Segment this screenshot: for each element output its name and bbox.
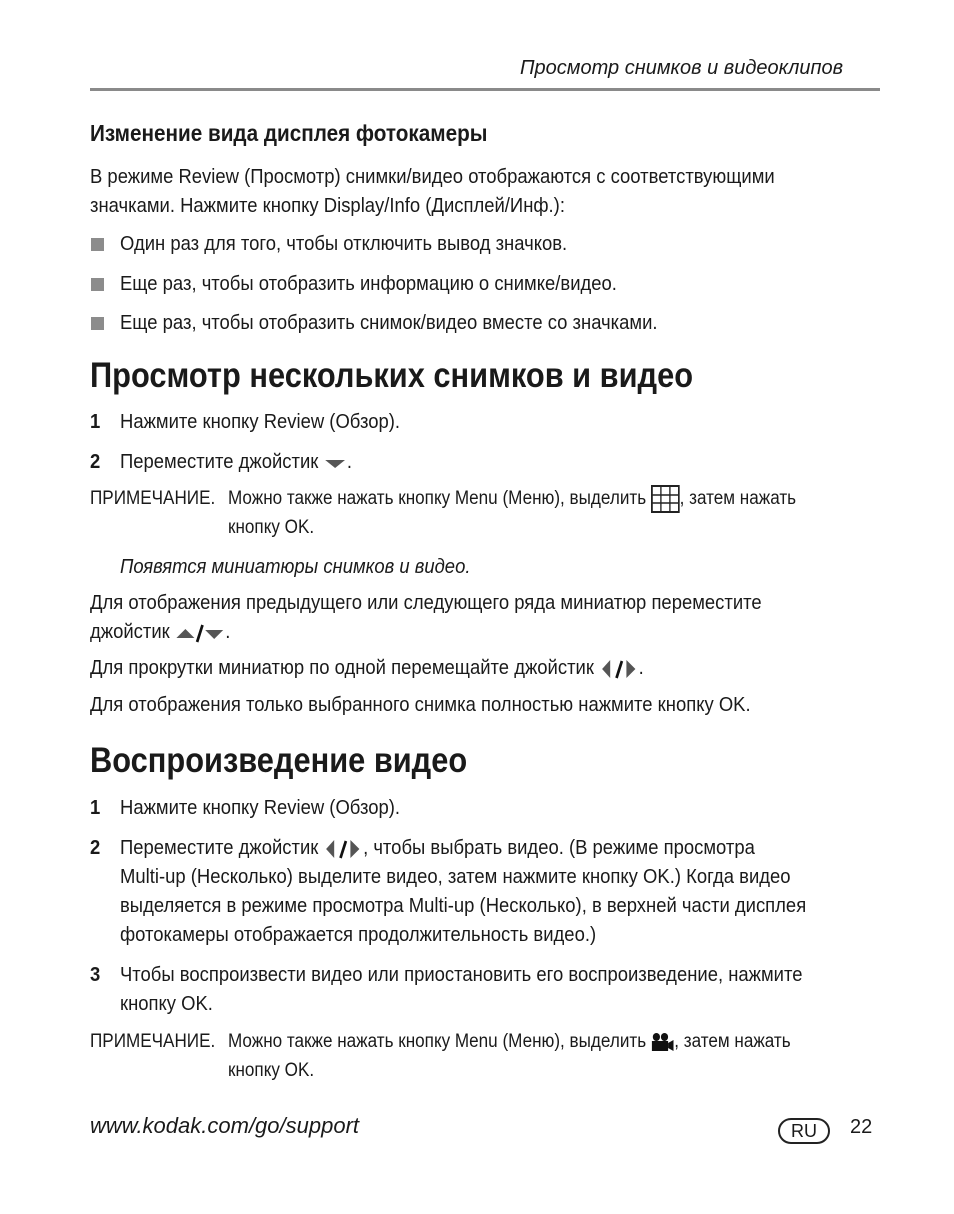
- bullet-item-1: Один раз для того, чтобы отключить вывод значков.: [120, 232, 568, 255]
- note-text-a: Можно также нажать кнопку Menu (Меню), выделить: [228, 488, 647, 510]
- note-text-a: Можно также нажать кнопку Menu (Меню), выделить: [228, 1031, 647, 1052]
- note-text-b: , затем нажать: [674, 1031, 791, 1052]
- note-line-2: кнопку OK.: [228, 1060, 315, 1081]
- bullet-marker: [91, 317, 104, 330]
- footer-url: www.kodak.com/go/support: [90, 1113, 360, 1138]
- para1-line-2: [90, 617, 230, 646]
- video-camera-icon: [651, 1032, 674, 1052]
- step-number: 1: [90, 796, 101, 819]
- step-2-line-1: [120, 833, 755, 862]
- step-1-text: Нажмите кнопку Review (Обзор).: [120, 796, 401, 819]
- step-number: 2: [90, 836, 101, 859]
- step-2-text-a: Переместите джойстик: [120, 836, 319, 859]
- step-number: 2: [90, 450, 101, 473]
- note-label: ПРИМЕЧАНИЕ.: [90, 488, 216, 509]
- para2-end: .: [638, 656, 644, 679]
- language-badge: RU: [778, 1118, 830, 1144]
- para3-line: Для отображения только выбранного снимка полностью нажмите кнопку OK.: [90, 693, 751, 716]
- intro-line-2: значками. Нажмите кнопку Display/Info (Дисплей/Инф.):: [90, 194, 565, 217]
- step-2-line: [120, 447, 352, 476]
- step-2-text: Переместите джойстик: [120, 450, 319, 473]
- bullet-marker: [91, 278, 104, 291]
- intro-line-1: В режиме Review (Просмотр) снимки/видео отображаются с соответствующими: [90, 165, 775, 188]
- note-label: ПРИМЕЧАНИЕ.: [90, 1031, 216, 1052]
- result-text: Появятся миниатюры снимков и видео.: [120, 555, 471, 578]
- note-text-b: , затем нажать: [679, 488, 797, 510]
- joystick-down-icon: [323, 456, 346, 470]
- step-2-end: .: [346, 450, 353, 473]
- note-line-1: [228, 1028, 791, 1056]
- joystick-left-right-icon: [599, 658, 639, 680]
- bullet-item-2: Еще раз, чтобы отобразить информацию о снимке/видео.: [120, 272, 617, 295]
- section-heading-video-playback: Воспроизведение видео: [90, 741, 468, 780]
- note-line-2: кнопку OK.: [228, 517, 315, 538]
- running-header: Просмотр снимков и видеоклипов: [520, 57, 844, 79]
- step-2-text-b: , чтобы выбрать видео. (В режиме просмотра: [363, 836, 755, 859]
- para1-text: джойстик: [90, 620, 170, 643]
- header-rule: [90, 88, 880, 91]
- step-3-line-2: кнопку OK.: [120, 992, 213, 1015]
- step-1-text: Нажмите кнопку Review (Обзор).: [120, 410, 401, 433]
- joystick-left-right-icon: [323, 838, 363, 860]
- para2-line: [90, 653, 644, 682]
- bullet-item-3: Еще раз, чтобы отобразить снимок/видео вместе со значками.: [120, 311, 658, 334]
- step-2-line-3: выделяется в режиме просмотра Multi-up (Несколько), в верхней части дисплея: [120, 894, 807, 917]
- section-heading-multi-up: Просмотр нескольких снимков и видео: [90, 356, 694, 395]
- step-number: 1: [90, 410, 101, 433]
- joystick-up-down-icon: [175, 622, 225, 644]
- step-3-line-1: Чтобы воспроизвести видео или приостановить его воспроизведение, нажмите: [120, 963, 803, 986]
- bullet-marker: [91, 238, 104, 251]
- multi-up-grid-icon: [651, 485, 680, 513]
- para1-end: .: [225, 620, 231, 643]
- step-number: 3: [90, 963, 101, 986]
- step-2-line-4: фотокамеры отображается продолжительность видео.): [120, 923, 597, 946]
- para2-text: Для прокрутки миниатюр по одной перемещайте джойстик: [90, 656, 594, 679]
- page-number: 22: [850, 1116, 873, 1138]
- step-2-line-2: Multi-up (Несколько) выделите видео, затем нажмите кнопку OK.) Когда видео: [120, 865, 791, 888]
- section-heading-display: Изменение вида дисплея фотокамеры: [90, 120, 488, 146]
- note-line-1: [228, 485, 796, 513]
- para1-line-1: Для отображения предыдущего или следующего ряда миниатюр переместите: [90, 591, 762, 614]
